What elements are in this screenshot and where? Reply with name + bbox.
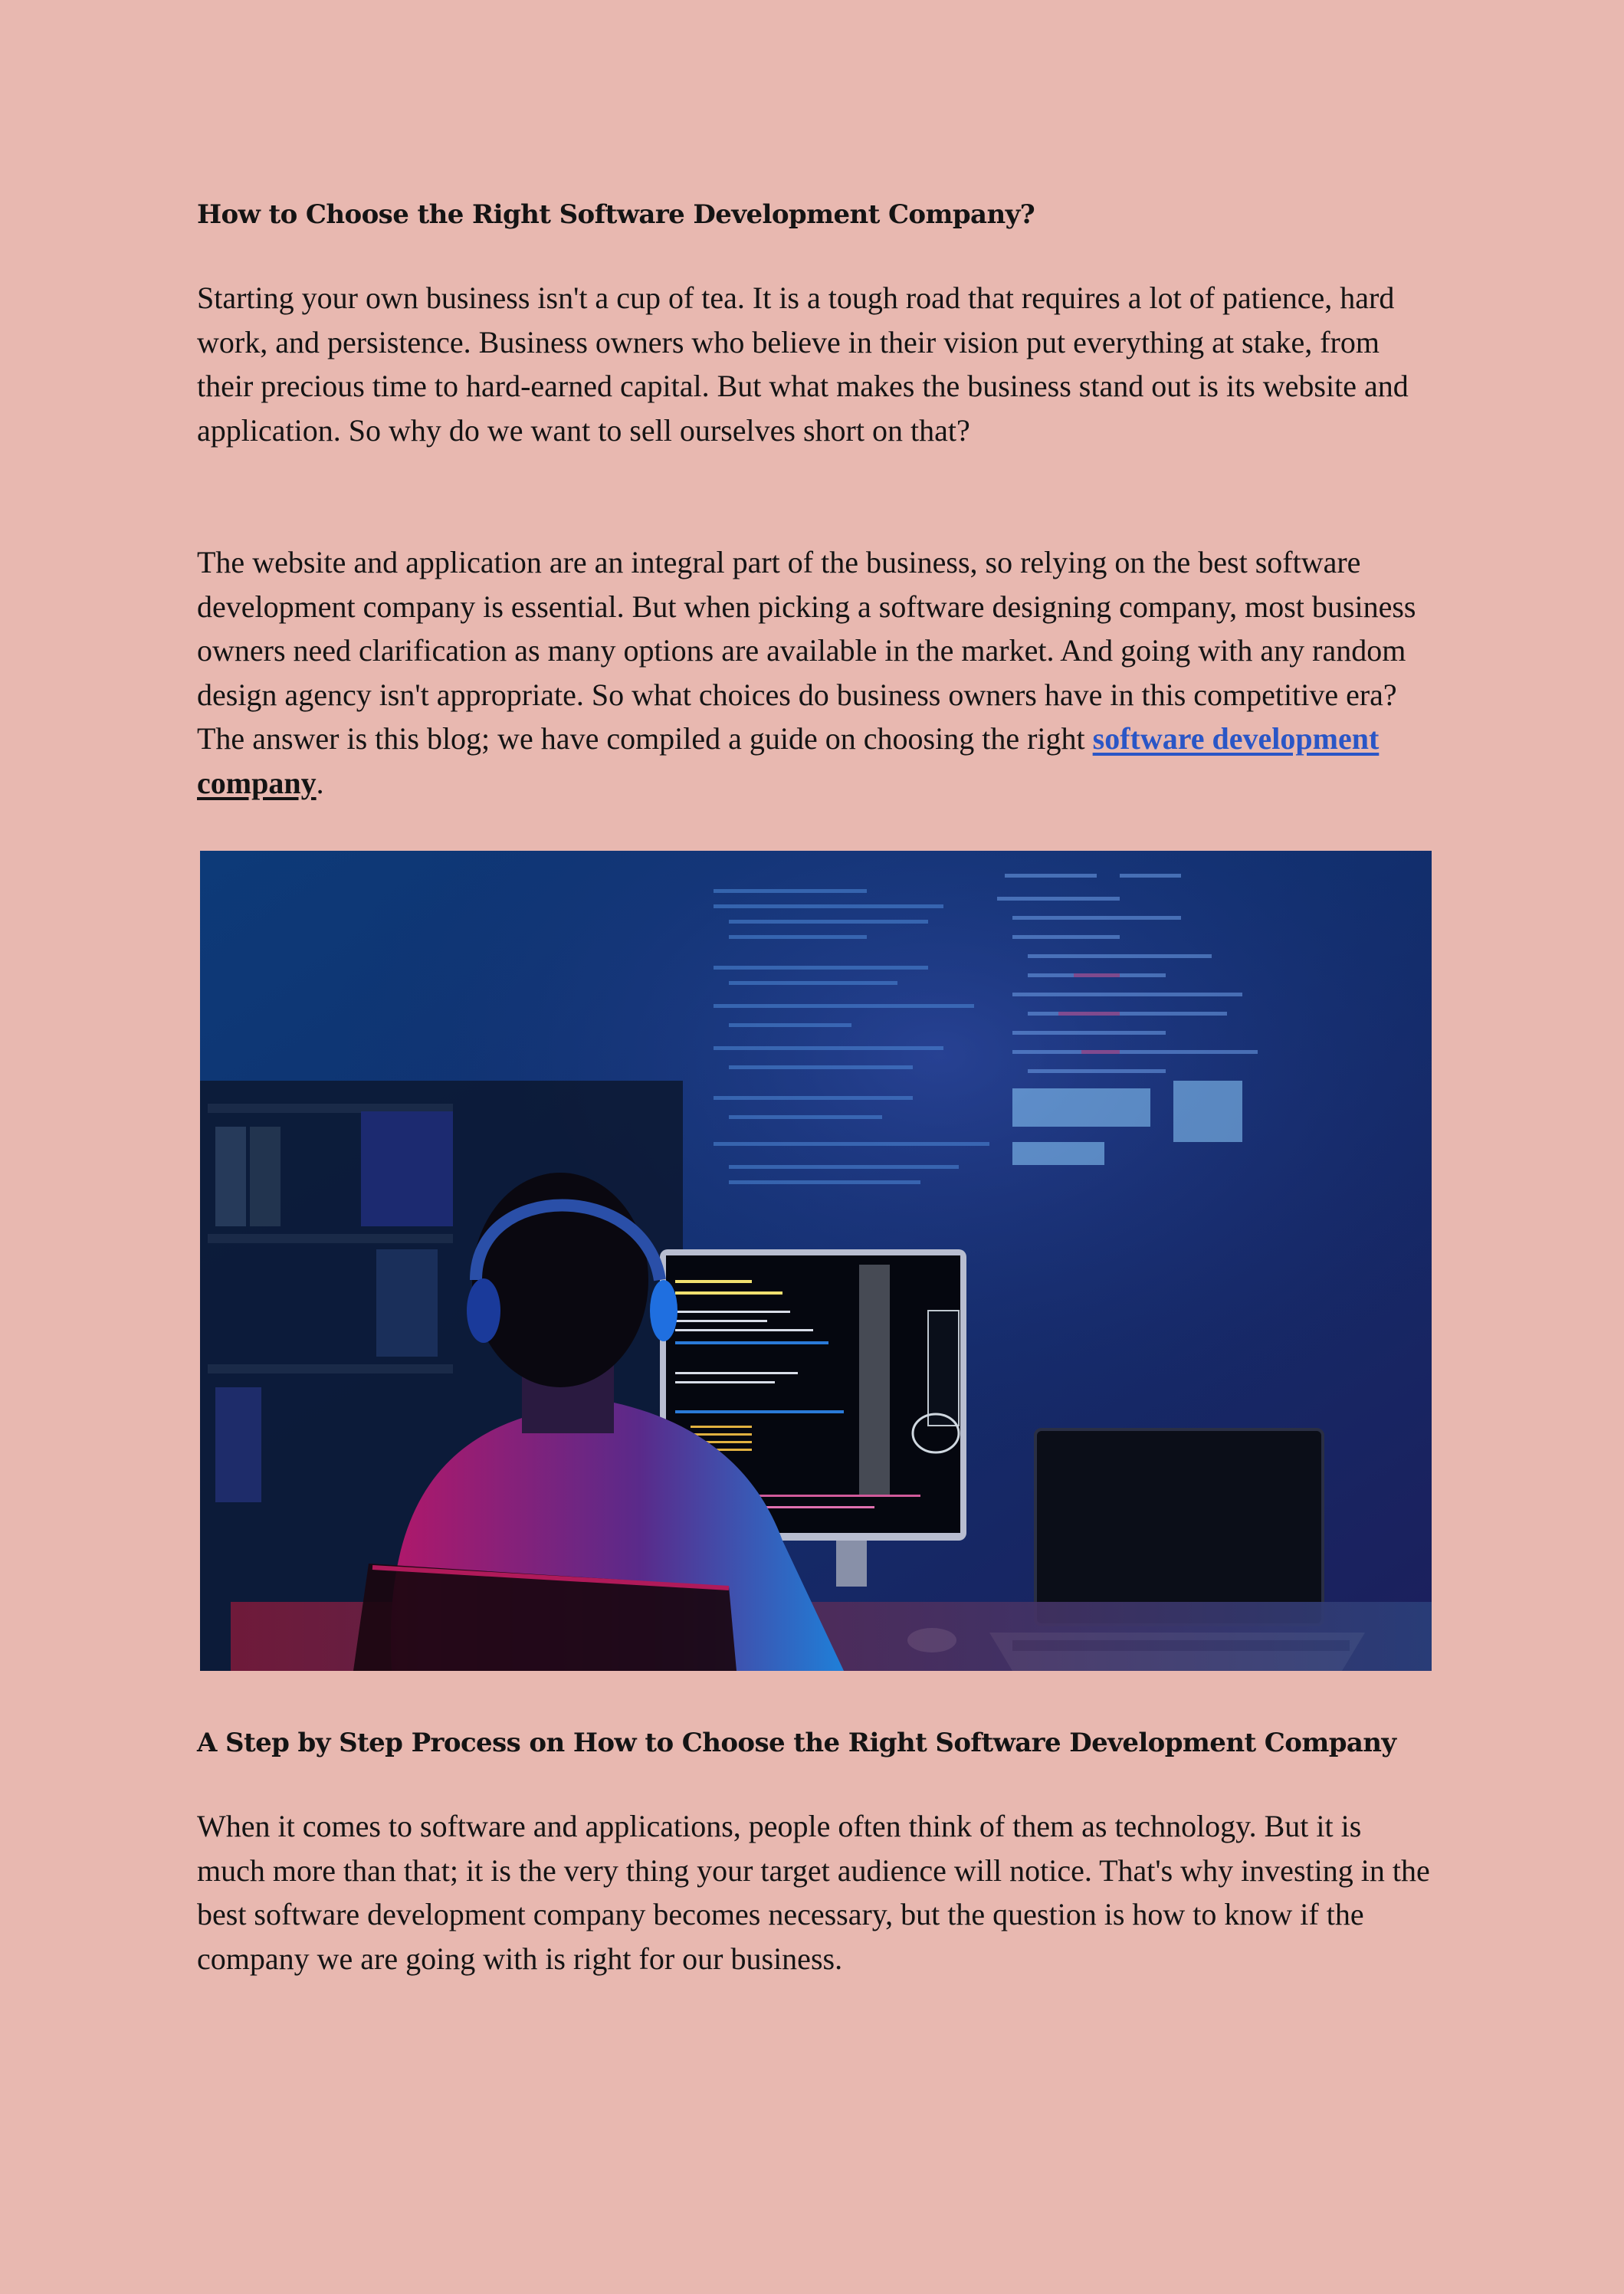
- intro-paragraph: Starting your own business isn't a cup of tea. It is a tough road that requires a lot of patience, hard work, and persistence. Business owners who believe in their vision put everything at stake, from their precious time to hard-earned capital. But what makes the business stand out is its website and application. So why do we want to sell ourselves short on that?: [197, 281, 1409, 448]
- article-title: How to Choose the Right Software Development Company?: [197, 199, 1035, 230]
- second-paragraph-end: .: [316, 765, 324, 800]
- second-paragraph-text: The website and application are an integral part of the business, so relying on the best software development company is essential. But when picking a software designing company, most business owners need clarification as many options are available in the market. And going with any random design agency isn't appropriate. So what choices do business owners have in this competitive era? The answer is this blog; we have compiled a guide on choosing the right: [197, 545, 1416, 756]
- second-paragraph: [197, 540, 1431, 805]
- section-paragraph: When it comes to software and applications, people often think of them as technology. But it is much more than that; it is the very thing your target audience will notice. That's why investing in the best software development company becomes necessary, but the question is how to know if the company we are going with is right for our business.: [197, 1809, 1430, 1976]
- software-development-link[interactable]: software development: [1092, 721, 1380, 756]
- company-link[interactable]: company: [197, 765, 317, 800]
- section-heading: A Step by Step Process on How to Choose the Right Software Development Company: [197, 1728, 1396, 1758]
- developer-at-computer-photo: [200, 851, 1432, 1671]
